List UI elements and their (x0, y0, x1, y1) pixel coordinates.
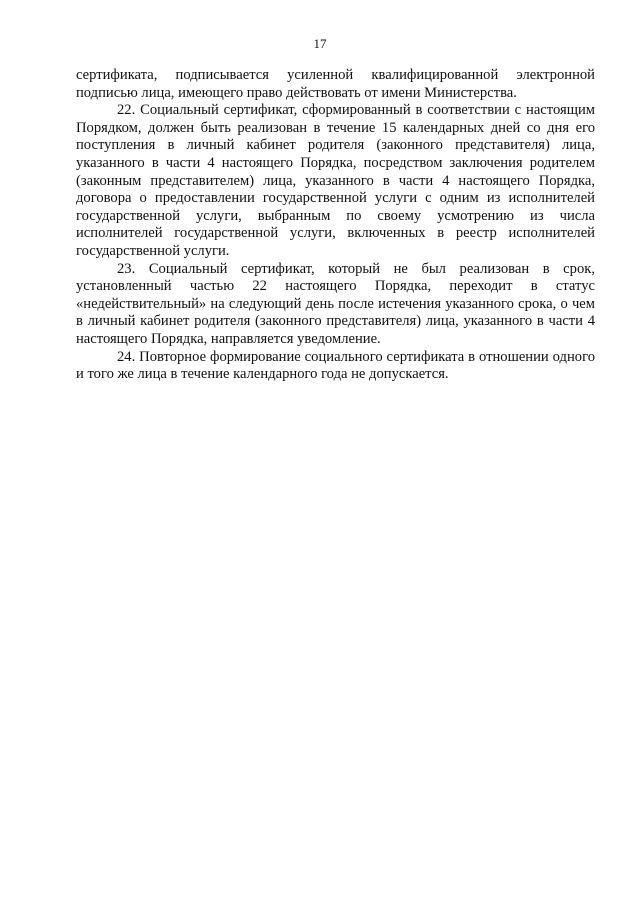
paragraph-22: 22. Социальный сертификат, сформированный в соответствии с настоящим Порядком, должен быть реализован в течение 15 календарных дней со дня его поступления в личный кабинет родителя (законного представителя) лица, указанного в части 4 настоящего Порядка, посредством заключения родителем (законным представителем) лица, указанного в части 4 настоящего Порядка, договора о предоставлении государственной услуги с одним из исполнителей государственной услуги, выбранным по своему усмотрению из числа исполнителей государственной услуги, включенных в реестр исполнителей государственной услуги. (76, 102, 595, 259)
page-number: 17 (313, 36, 327, 51)
paragraph-24: 24. Повторное формирование социального сертификата в отношении одного и того же лица в течение календарного года не допускается. (76, 348, 595, 383)
paragraph-continuation: сертификата, подписывается усиленной квалифицированной электронной подписью лица, имеющего право действовать от имени Министерства. (76, 67, 595, 101)
document-body (76, 67, 595, 384)
paragraph-23: 23. Социальный сертификат, который не был реализован в срок, установленный частью 22 настоящего Порядка, переходит в статус «недействительный» на следующий день после истечения указанного срока, о чем в личный кабинет родителя (законного представителя) лица, указанного в части 4 настоящего Порядка, направляется уведомление. (76, 260, 595, 347)
